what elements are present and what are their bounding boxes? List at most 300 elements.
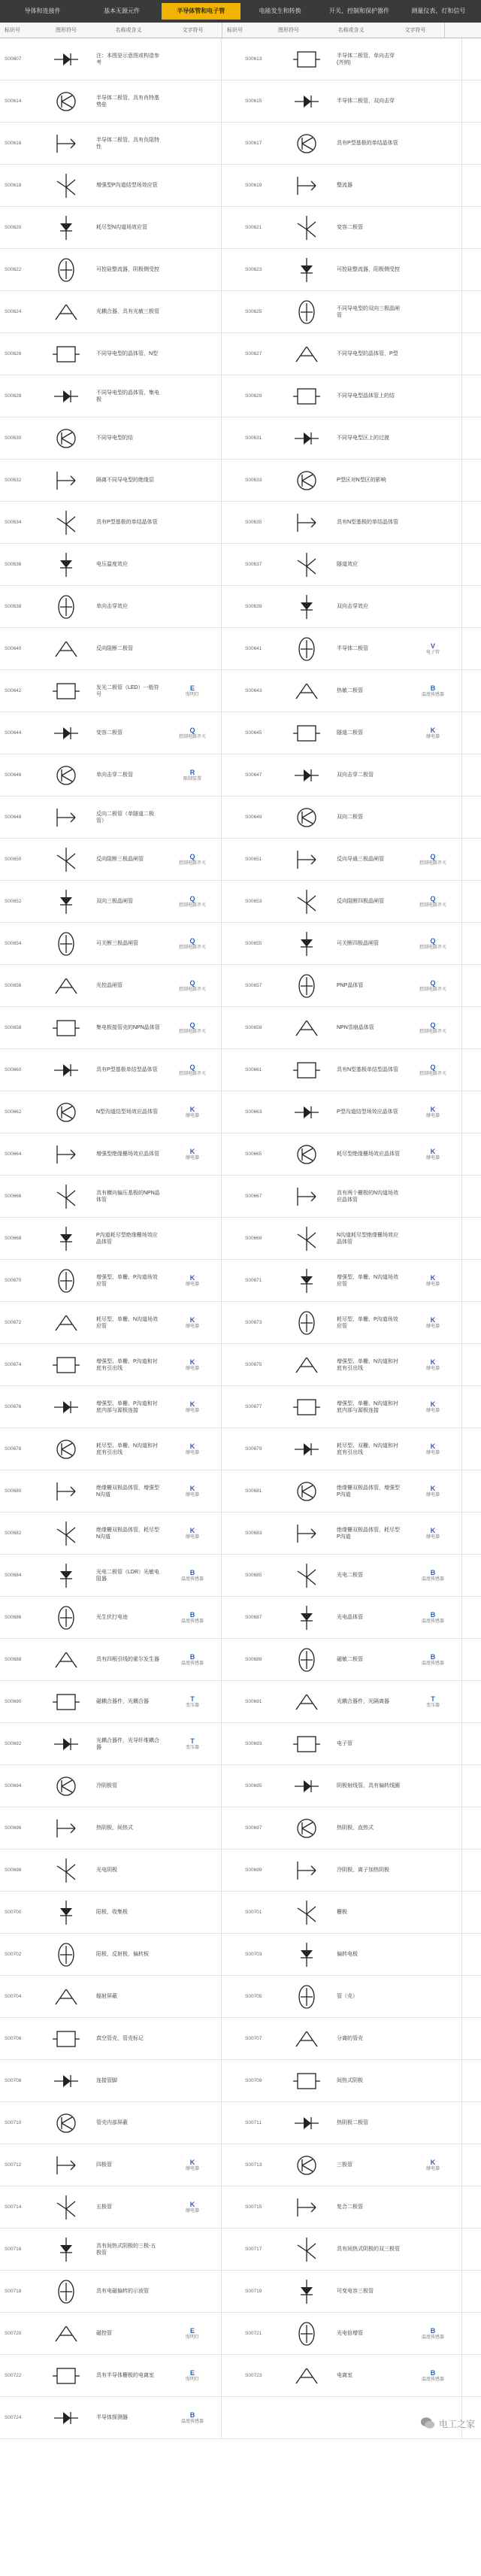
- table-row: [0, 165, 481, 207]
- symbol-letter: [164, 1344, 222, 1385]
- symbol-letter: [164, 1892, 222, 1933]
- letter-code: Q: [189, 1063, 195, 1071]
- circuit-symbol-icon: [39, 1218, 93, 1259]
- symbol-entry: [0, 2102, 240, 2144]
- letter-code: K: [189, 1315, 195, 1324]
- symbol-letter: [404, 123, 462, 164]
- symbol-name: 增强型、单栅、P沟道和衬底内部与源极连接: [96, 1400, 158, 1413]
- symbol-code: S00688: [5, 1657, 22, 1662]
- letter-meaning: 变压器: [425, 1703, 440, 1708]
- letter-meaning: 控制电路开关: [419, 987, 446, 992]
- letter-meaning: 继电器: [185, 1492, 199, 1497]
- letter-meaning: 温度传感器: [421, 1661, 444, 1666]
- circuit-symbol-icon: [280, 165, 334, 206]
- letter-code: K: [189, 1526, 195, 1534]
- symbol-code: S00643: [245, 688, 262, 693]
- symbol-code: S00686: [5, 1615, 22, 1620]
- symbol-code: S00623: [245, 267, 262, 272]
- symbol-name: N沟道耗尽型绝缘栅场效应晶体管: [337, 1232, 399, 1245]
- symbol-name: 不同导电型的晶体管，集电极: [96, 390, 159, 402]
- circuit-symbol-icon: [280, 628, 334, 669]
- symbol-name: 可控硅整流器，阴极侧受控: [96, 267, 159, 272]
- header-code-2: 标识号: [227, 28, 243, 33]
- symbol-entry: [240, 1133, 481, 1175]
- symbol-letter: [404, 1260, 462, 1301]
- symbol-code: S00703: [245, 1952, 262, 1957]
- table-row: [0, 1049, 481, 1091]
- symbol-entry: [0, 2229, 240, 2270]
- circuit-symbol-icon: [280, 796, 334, 838]
- symbol-code: S00665: [245, 1151, 262, 1157]
- symbol-letter: [404, 881, 462, 922]
- symbol-entry: [0, 1681, 240, 1722]
- symbol-letter: [404, 1428, 462, 1470]
- symbol-name: 可变电容三极管: [337, 2289, 374, 2294]
- symbol-name: 变容二极管: [337, 225, 363, 230]
- letter-code: B: [430, 1610, 436, 1619]
- symbol-entry: [240, 1176, 481, 1217]
- symbol-name: 绝缘栅双极晶体管，增强型N沟道: [96, 1485, 159, 1497]
- symbol-name: 光电二极管: [337, 1573, 363, 1578]
- letter-meaning: 控制电路开关: [178, 987, 206, 992]
- symbol-name: 具有N型基极单结型晶体管: [337, 1067, 399, 1073]
- symbol-name: 阴极射线管，具有偏转线圈: [337, 1783, 400, 1789]
- letter-code: Q: [430, 936, 436, 945]
- symbol-code: S00674: [5, 1362, 22, 1367]
- circuit-symbol-icon: [280, 881, 334, 922]
- symbol-entry: [240, 965, 481, 1006]
- symbol-entry: [0, 2060, 240, 2101]
- table-row: [0, 502, 481, 544]
- symbol-letter: [404, 544, 462, 585]
- symbol-entry: [0, 1765, 240, 1807]
- symbol-entry: [240, 923, 481, 964]
- symbol-letter: [404, 2229, 462, 2270]
- table-row: [0, 375, 481, 417]
- symbol-code: S00668: [5, 1236, 22, 1241]
- table-row: [0, 712, 481, 754]
- letter-code: K: [189, 2200, 195, 2208]
- symbol-code: S00700: [5, 1910, 22, 1915]
- circuit-symbol-icon: [39, 1681, 93, 1722]
- symbol-entry: [0, 1218, 240, 1259]
- symbol-entry: [240, 2229, 481, 2270]
- letter-code: Q: [430, 1063, 436, 1071]
- symbol-code: S00625: [245, 309, 262, 314]
- symbol-code: S00663: [245, 1109, 262, 1115]
- circuit-symbol-icon: [280, 2355, 334, 2396]
- symbol-name: 双向三极晶闸管: [96, 899, 133, 904]
- symbol-name: 冷阴极，离子加热阴极: [337, 1868, 389, 1873]
- symbol-name: 具有间热式阴极的三极-五极管: [96, 2243, 156, 2256]
- table-row: [0, 2186, 481, 2229]
- symbol-name: 磁耦合器件，光耦合器: [96, 1699, 149, 1704]
- table-row: [0, 1133, 481, 1176]
- letter-code: B: [189, 2411, 195, 2419]
- symbol-name: 耗尽型、双栅、N沟道和衬底有引出线: [337, 1443, 399, 1455]
- symbol-letter: [404, 628, 462, 669]
- symbol-name: 反向阻断四极晶闸管: [337, 899, 384, 904]
- symbol-code: S00642: [5, 688, 22, 693]
- letter-code: B: [430, 2368, 436, 2377]
- circuit-symbol-icon: [39, 1386, 93, 1428]
- symbol-letter: [404, 1133, 462, 1175]
- circuit-symbol-icon: [39, 1470, 93, 1512]
- symbol-letter: [404, 1555, 462, 1596]
- table-row: [0, 2397, 481, 2439]
- circuit-symbol-icon: [280, 1555, 334, 1596]
- symbol-name: 分离的管壳: [337, 2036, 363, 2041]
- symbol-entry: [240, 417, 481, 459]
- symbol-name: 具有电磁偏转的示波管: [96, 2289, 149, 2294]
- symbol-letter: [404, 796, 462, 838]
- symbol-entry: [240, 375, 481, 417]
- table-row: [0, 2229, 481, 2271]
- circuit-symbol-icon: [39, 2102, 93, 2144]
- circuit-symbol-icon: [39, 628, 93, 669]
- symbol-code: S00678: [5, 1446, 22, 1452]
- circuit-symbol-icon: [39, 1934, 93, 1975]
- table-row: [0, 1807, 481, 1849]
- circuit-symbol-icon: [280, 1049, 334, 1091]
- table-row: [0, 2144, 481, 2186]
- symbol-code: S00713: [245, 2162, 262, 2168]
- symbol-name: 半导体二极管，具有肖特基势垒: [96, 95, 159, 108]
- letter-code: K: [430, 1147, 436, 1155]
- circuit-symbol-icon: [39, 670, 93, 712]
- symbol-name: 冷阴极管: [96, 1783, 117, 1789]
- letter-code: K: [430, 1273, 436, 1282]
- letter-code: Q: [430, 852, 436, 860]
- letter-code: K: [189, 1105, 195, 1113]
- symbol-letter: [164, 1133, 222, 1175]
- symbol-code: S00685: [245, 1573, 262, 1578]
- symbol-code: S00706: [5, 2036, 22, 2041]
- circuit-symbol-icon: [280, 712, 334, 754]
- symbol-name: 电离室: [337, 2373, 352, 2378]
- symbol-letter: [164, 1639, 222, 1680]
- circuit-symbol-icon: [280, 502, 334, 543]
- table-row: [0, 796, 481, 839]
- table-row: [0, 1218, 481, 1260]
- symbol-entry: [240, 2313, 481, 2354]
- symbol-entry: [240, 1807, 481, 1849]
- symbol-letter: [404, 754, 462, 796]
- symbol-entry: [0, 1176, 240, 1217]
- circuit-symbol-icon: [280, 2397, 334, 2438]
- symbol-code: S00621: [245, 225, 262, 230]
- symbol-entry: [240, 38, 481, 80]
- symbol-entry: [240, 1386, 481, 1428]
- symbol-entry: [0, 1807, 240, 1849]
- table-row: [0, 586, 481, 628]
- symbol-entry: [240, 2018, 481, 2059]
- symbol-letter: [404, 417, 462, 459]
- tab-0[interactable]: 导体和连接件: [24, 8, 61, 14]
- symbol-letter: [164, 923, 222, 964]
- symbol-entry: [240, 80, 481, 122]
- circuit-symbol-icon: [39, 1849, 93, 1891]
- symbol-name: 阳极，反射极，偏转板: [96, 1952, 149, 1957]
- symbol-letter: [164, 2355, 222, 2396]
- table-row: [0, 1765, 481, 1807]
- circuit-symbol-icon: [39, 1765, 93, 1807]
- header-name: 名称或含义: [115, 28, 142, 33]
- letter-code: K: [189, 1442, 195, 1450]
- circuit-symbol-icon: [39, 38, 93, 80]
- symbol-code: S00664: [5, 1151, 22, 1157]
- symbol-letter: [164, 2060, 222, 2101]
- symbol-entry: [240, 1597, 481, 1638]
- symbol-letter: [404, 1976, 462, 2017]
- table-row: [0, 38, 481, 80]
- symbol-letter: [404, 2102, 462, 2144]
- symbol-entry: [240, 1976, 481, 2017]
- circuit-symbol-icon: [280, 291, 334, 332]
- symbol-letter: [164, 249, 222, 290]
- symbol-name: 绝缘栅双极晶体管，耗尽型N沟道: [96, 1527, 159, 1540]
- circuit-symbol-icon: [280, 1428, 334, 1470]
- letter-meaning: 温度传感器: [180, 1576, 204, 1582]
- symbol-entry: [0, 2018, 240, 2059]
- symbol-code: S00697: [245, 1825, 262, 1831]
- symbol-name: 增强型绝缘栅场效应晶体管: [96, 1151, 159, 1157]
- symbol-code: S00627: [245, 351, 262, 357]
- circuit-symbol-icon: [39, 460, 93, 501]
- symbol-entry: [0, 1849, 240, 1891]
- circuit-symbol-icon: [39, 923, 93, 964]
- letter-code: K: [430, 1315, 436, 1324]
- symbol-name: 不同导电型的晶体管，P型: [337, 351, 398, 357]
- letter-meaning: 继电器: [185, 1155, 199, 1161]
- table-row: [0, 1428, 481, 1470]
- symbol-code: S00696: [5, 1825, 22, 1831]
- circuit-symbol-icon: [39, 1555, 93, 1596]
- symbol-name: 电子管: [337, 1741, 352, 1746]
- symbol-letter: [404, 1513, 462, 1554]
- table-row: [0, 2018, 481, 2060]
- symbol-name: 半导体二极管，具有负阻特性: [96, 137, 159, 150]
- letter-code: B: [430, 2326, 436, 2335]
- symbol-code: S00720: [5, 2331, 22, 2336]
- symbol-code: S00639: [245, 604, 262, 609]
- letter-meaning: 控制电路开关: [178, 945, 206, 950]
- symbol-code: S00661: [245, 1067, 262, 1073]
- symbol-entry: [0, 460, 240, 501]
- symbol-name: 不同导电型的双向三极晶闸管: [337, 305, 400, 318]
- symbol-entry: [0, 670, 240, 712]
- symbol-code: S00716: [5, 2247, 22, 2252]
- table-row: [0, 1597, 481, 1639]
- symbol-name: 热敏二极管: [337, 688, 363, 693]
- symbol-code: S00648: [5, 815, 22, 820]
- symbol-entry: [0, 249, 240, 290]
- symbol-entry: [0, 80, 240, 122]
- letter-meaning: 温度传感器: [421, 2335, 444, 2340]
- table-row: [0, 544, 481, 586]
- symbol-name: 耗尽型N沟道场效应管: [96, 225, 148, 230]
- symbol-entry: [0, 1428, 240, 1470]
- circuit-symbol-icon: [39, 2060, 93, 2101]
- circuit-symbol-icon: [39, 1597, 93, 1638]
- circuit-symbol-icon: [280, 1892, 334, 1933]
- symbol-letter: [404, 80, 462, 122]
- symbol-code: S00618: [5, 183, 22, 188]
- symbol-name: 双向二极管: [337, 815, 363, 820]
- symbol-code: S00628: [5, 393, 22, 399]
- symbol-name: 耗尽型、单栅、P沟道场效应管: [337, 1316, 398, 1329]
- table-body: [0, 38, 481, 2439]
- symbol-name: 可控硅整流器，阳极侧受控: [337, 267, 400, 272]
- symbol-letter: [404, 2018, 462, 2059]
- table-row: [0, 670, 481, 712]
- symbol-code: S00614: [5, 99, 22, 104]
- symbol-letter: [164, 123, 222, 164]
- letter-code: K: [189, 1400, 195, 1408]
- symbol-letter: [404, 2313, 462, 2354]
- letter-meaning: 温度传感器: [180, 2419, 204, 2424]
- symbol-entry: [240, 1302, 481, 1343]
- circuit-symbol-icon: [280, 417, 334, 459]
- symbol-name: 复合二极管: [337, 2204, 363, 2210]
- letter-meaning: 温度传感器: [421, 2377, 444, 2382]
- symbol-code: S00635: [245, 520, 262, 525]
- circuit-symbol-icon: [280, 544, 334, 585]
- tab-4[interactable]: 开关、控制和保护器件: [328, 8, 389, 14]
- symbol-code: S00690: [5, 1699, 22, 1704]
- symbol-entry: [0, 1976, 240, 2017]
- symbol-code: S00641: [245, 646, 262, 651]
- symbol-name: [334, 2397, 404, 2438]
- circuit-symbol-icon: [39, 207, 93, 248]
- letter-code: B: [430, 1568, 436, 1576]
- symbol-name: 单向击穿二极管: [96, 772, 133, 778]
- letter-meaning: 照明灯: [185, 2335, 199, 2340]
- symbol-entry: [240, 460, 481, 501]
- symbol-code: S00607: [5, 56, 22, 62]
- tab-2[interactable]: 半导体管和电子管: [162, 3, 240, 20]
- header-symbol-2: 图形符号: [278, 28, 299, 33]
- tab-3[interactable]: 电能发生和转换: [259, 8, 301, 14]
- circuit-symbol-icon: [39, 2271, 93, 2312]
- symbol-name: 热阴极，直热式: [337, 1825, 374, 1831]
- table-row: [0, 1470, 481, 1513]
- wechat-icon: [419, 2415, 436, 2432]
- symbol-letter: [404, 965, 462, 1006]
- circuit-symbol-icon: [39, 1976, 93, 2017]
- symbol-code: S00718: [5, 2289, 22, 2294]
- symbol-letter: [164, 1807, 222, 1849]
- symbol-code: S00636: [5, 562, 22, 567]
- symbol-code: S00637: [245, 562, 262, 567]
- symbol-letter: [404, 502, 462, 543]
- circuit-symbol-icon: [280, 207, 334, 248]
- table-row: [0, 2313, 481, 2355]
- circuit-symbol-icon: [280, 1934, 334, 1975]
- circuit-symbol-icon: [280, 1260, 334, 1301]
- symbol-entry: [240, 1049, 481, 1091]
- circuit-symbol-icon: [280, 1513, 334, 1554]
- symbol-letter: [404, 1302, 462, 1343]
- symbol-letter: [404, 1176, 462, 1217]
- symbol-entry: [0, 333, 240, 375]
- circuit-symbol-icon: [280, 38, 334, 80]
- symbol-entry: [0, 1302, 240, 1343]
- symbol-code: S00631: [245, 435, 262, 441]
- symbol-name: 可关断四极晶闸管: [337, 941, 379, 946]
- symbol-code: S00671: [245, 1278, 262, 1283]
- symbol-letter: [404, 1218, 462, 1259]
- symbol-name: 具有N型基极的单结晶体管: [337, 520, 399, 525]
- letter-code: E: [189, 2368, 195, 2377]
- symbol-name: 隧道二极管: [337, 730, 363, 736]
- table-row: [0, 1639, 481, 1681]
- symbol-code: S00670: [5, 1278, 22, 1283]
- symbol-name: 半导体二极管，单向击穿(齐纳): [337, 53, 395, 65]
- symbol-letter: [404, 2355, 462, 2396]
- table-row: [0, 80, 481, 123]
- symbol-name: 具有P型基极的单结晶体管: [337, 141, 398, 146]
- table-row: [0, 2271, 481, 2313]
- symbol-name: 偏转电极: [337, 1952, 358, 1957]
- symbol-entry: [0, 1513, 240, 1554]
- symbol-entry: [0, 586, 240, 627]
- symbol-entry: [240, 2102, 481, 2144]
- symbol-letter: [164, 2229, 222, 2270]
- symbol-letter: [404, 333, 462, 375]
- circuit-symbol-icon: [39, 1639, 93, 1680]
- symbol-name: 耗尽型绝缘栅场效应晶体管: [337, 1151, 400, 1157]
- symbol-entry: [240, 1765, 481, 1807]
- circuit-symbol-icon: [280, 80, 334, 122]
- symbol-letter: [164, 1386, 222, 1428]
- symbol-name: 双向击穿二极管: [337, 772, 374, 778]
- symbol-name: 具有半导体栅极的电离室: [96, 2373, 154, 2378]
- symbol-name: 具有P型基极的单结晶体管: [96, 520, 158, 525]
- symbol-letter: [164, 1470, 222, 1512]
- symbol-name: 光耦合器件，光导纤维耦合器: [96, 1737, 159, 1750]
- symbol-entry: [240, 1007, 481, 1048]
- symbol-code: S00662: [5, 1109, 22, 1115]
- symbol-name: 三极管: [337, 2162, 352, 2168]
- symbol-entry: [240, 1849, 481, 1891]
- header-symbol: 图形符号: [56, 28, 77, 33]
- symbol-code: S00633: [245, 478, 262, 483]
- tab-1[interactable]: 基本无源元件: [103, 8, 140, 14]
- symbol-code: S00649: [245, 815, 262, 820]
- symbol-entry: [240, 1555, 481, 1596]
- symbol-entry: [0, 628, 240, 669]
- symbol-entry: [0, 417, 240, 459]
- symbol-letter: [164, 2186, 222, 2228]
- symbol-code: S00684: [5, 1573, 22, 1578]
- symbol-name: 隔离不同导电型的绝缘层: [96, 478, 154, 483]
- symbol-name: 光电二极管（LDR）光敏电阻器: [96, 1569, 160, 1582]
- symbol-code: S00644: [5, 730, 22, 736]
- circuit-symbol-icon: [39, 2144, 93, 2186]
- symbol-name: 磁敏二极管: [337, 1657, 363, 1662]
- tab-5[interactable]: 测量仪表、灯和信号: [411, 8, 466, 14]
- table-row: [0, 1091, 481, 1133]
- letter-code: K: [189, 1273, 195, 1282]
- circuit-symbol-icon: [280, 1218, 334, 1259]
- symbol-name: 半导体二极管: [337, 646, 368, 651]
- letter-code: B: [189, 1610, 195, 1619]
- letter-code: K: [189, 1484, 195, 1492]
- circuit-symbol-icon: [280, 1176, 334, 1217]
- symbol-code: S00722: [5, 2373, 22, 2378]
- symbol-code: S00632: [5, 478, 22, 483]
